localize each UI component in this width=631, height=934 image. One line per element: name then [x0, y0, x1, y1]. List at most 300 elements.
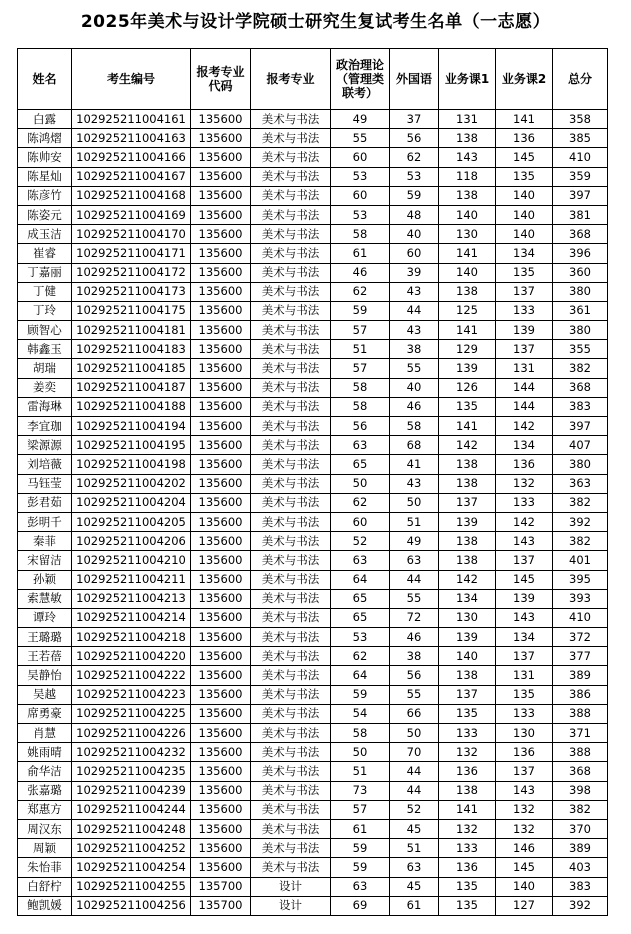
- cell-major-code: 135600: [191, 666, 251, 685]
- cell-name: 席勇豪: [18, 704, 72, 723]
- cell-subject-1: 141: [439, 800, 496, 819]
- cell-total: 397: [553, 417, 608, 436]
- cell-foreign-language: 40: [390, 225, 439, 244]
- cell-candidate-id: 102925211004232: [72, 743, 191, 762]
- cell-subject-1: 135: [439, 704, 496, 723]
- cell-subject-2: 135: [496, 167, 553, 186]
- cell-name: 彭君茹: [18, 493, 72, 512]
- cell-name: 白舒柠: [18, 877, 72, 896]
- cell-politics: 64: [331, 570, 390, 589]
- header-total: 总分: [553, 49, 608, 110]
- table-row: [18, 397, 608, 416]
- cell-politics: 59: [331, 685, 390, 704]
- cell-subject-1: 136: [439, 858, 496, 877]
- candidate-table: [17, 48, 608, 916]
- cell-total: 386: [553, 685, 608, 704]
- cell-politics: 69: [331, 896, 390, 915]
- cell-politics: 60: [331, 512, 390, 531]
- cell-major: 美术与书法: [251, 704, 331, 723]
- table-row: [18, 129, 608, 148]
- cell-total: 410: [553, 608, 608, 627]
- table-row: [18, 608, 608, 627]
- cell-candidate-id: 102925211004223: [72, 685, 191, 704]
- cell-politics: 49: [331, 110, 390, 129]
- cell-major: 美术与书法: [251, 186, 331, 205]
- header-major-code: 报考专业代码: [191, 49, 251, 110]
- cell-major: 美术与书法: [251, 781, 331, 800]
- cell-foreign-language: 38: [390, 647, 439, 666]
- cell-major: 美术与书法: [251, 685, 331, 704]
- table-row: [18, 800, 608, 819]
- cell-subject-2: 131: [496, 666, 553, 685]
- cell-candidate-id: 102925211004161: [72, 110, 191, 129]
- cell-name: 胡瑞: [18, 359, 72, 378]
- cell-major: 美术与书法: [251, 167, 331, 186]
- table-row: [18, 762, 608, 781]
- cell-subject-1: 126: [439, 378, 496, 397]
- cell-name: 索慧敏: [18, 589, 72, 608]
- cell-subject-1: 139: [439, 359, 496, 378]
- cell-major-code: 135600: [191, 244, 251, 263]
- cell-foreign-language: 51: [390, 839, 439, 858]
- table-row: [18, 628, 608, 647]
- table-row: [18, 512, 608, 531]
- cell-subject-2: 130: [496, 724, 553, 743]
- cell-total: 377: [553, 647, 608, 666]
- cell-subject-1: 138: [439, 666, 496, 685]
- cell-candidate-id: 102925211004175: [72, 301, 191, 320]
- table-row: [18, 647, 608, 666]
- cell-foreign-language: 61: [390, 896, 439, 915]
- cell-subject-2: 132: [496, 819, 553, 838]
- cell-foreign-language: 72: [390, 608, 439, 627]
- cell-name: 韩鑫玉: [18, 340, 72, 359]
- table-row: [18, 532, 608, 551]
- table-row: [18, 839, 608, 858]
- cell-candidate-id: 102925211004195: [72, 436, 191, 455]
- cell-politics: 51: [331, 762, 390, 781]
- table-row: [18, 340, 608, 359]
- cell-foreign-language: 43: [390, 321, 439, 340]
- cell-major-code: 135600: [191, 263, 251, 282]
- cell-candidate-id: 102925211004239: [72, 781, 191, 800]
- cell-major-code: 135600: [191, 225, 251, 244]
- cell-candidate-id: 102925211004172: [72, 263, 191, 282]
- cell-total: 403: [553, 858, 608, 877]
- cell-major: 美术与书法: [251, 474, 331, 493]
- cell-major: 美术与书法: [251, 551, 331, 570]
- cell-foreign-language: 46: [390, 397, 439, 416]
- cell-candidate-id: 102925211004225: [72, 704, 191, 723]
- cell-major-code: 135600: [191, 359, 251, 378]
- cell-subject-1: 137: [439, 685, 496, 704]
- cell-subject-1: 141: [439, 417, 496, 436]
- cell-subject-2: 131: [496, 359, 553, 378]
- cell-subject-1: 138: [439, 129, 496, 148]
- cell-subject-1: 133: [439, 839, 496, 858]
- cell-foreign-language: 40: [390, 378, 439, 397]
- cell-name: 陈帅安: [18, 148, 72, 167]
- cell-politics: 59: [331, 839, 390, 858]
- cell-candidate-id: 102925211004211: [72, 570, 191, 589]
- cell-candidate-id: 102925211004235: [72, 762, 191, 781]
- table-row: [18, 551, 608, 570]
- table-row: [18, 110, 608, 129]
- cell-major-code: 135700: [191, 896, 251, 915]
- cell-name: 陈姿元: [18, 205, 72, 224]
- cell-major: 美术与书法: [251, 436, 331, 455]
- table-row: [18, 589, 608, 608]
- cell-major: 美术与书法: [251, 589, 331, 608]
- cell-candidate-id: 102925211004214: [72, 608, 191, 627]
- cell-total: 358: [553, 110, 608, 129]
- cell-foreign-language: 49: [390, 532, 439, 551]
- cell-foreign-language: 43: [390, 282, 439, 301]
- cell-name: 李宜珈: [18, 417, 72, 436]
- cell-name: 陈鸿熠: [18, 129, 72, 148]
- table-row: [18, 436, 608, 455]
- cell-candidate-id: 102925211004185: [72, 359, 191, 378]
- cell-politics: 65: [331, 589, 390, 608]
- cell-major: 美术与书法: [251, 858, 331, 877]
- cell-foreign-language: 66: [390, 704, 439, 723]
- cell-major: 美术与书法: [251, 493, 331, 512]
- cell-subject-2: 134: [496, 436, 553, 455]
- cell-major-code: 135600: [191, 512, 251, 531]
- header-foreign-language: 外国语: [390, 49, 439, 110]
- cell-candidate-id: 102925211004256: [72, 896, 191, 915]
- cell-politics: 62: [331, 493, 390, 512]
- cell-subject-2: 133: [496, 493, 553, 512]
- cell-major: 设计: [251, 877, 331, 896]
- cell-major-code: 135600: [191, 205, 251, 224]
- cell-major: 美术与书法: [251, 839, 331, 858]
- cell-name: 成玉洁: [18, 225, 72, 244]
- cell-major: 美术与书法: [251, 647, 331, 666]
- cell-total: 382: [553, 493, 608, 512]
- cell-major-code: 135600: [191, 724, 251, 743]
- cell-name: 姜奕: [18, 378, 72, 397]
- cell-major: 美术与书法: [251, 378, 331, 397]
- cell-foreign-language: 56: [390, 129, 439, 148]
- cell-subject-1: 142: [439, 570, 496, 589]
- cell-name: 郑惠方: [18, 800, 72, 819]
- cell-subject-1: 118: [439, 167, 496, 186]
- cell-politics: 50: [331, 474, 390, 493]
- cell-foreign-language: 51: [390, 512, 439, 531]
- cell-subject-1: 141: [439, 244, 496, 263]
- cell-name: 陈星灿: [18, 167, 72, 186]
- cell-subject-1: 130: [439, 608, 496, 627]
- cell-major-code: 135600: [191, 167, 251, 186]
- cell-foreign-language: 60: [390, 244, 439, 263]
- cell-major: 美术与书法: [251, 743, 331, 762]
- table-row: [18, 743, 608, 762]
- cell-name: 刘培薇: [18, 455, 72, 474]
- cell-candidate-id: 102925211004222: [72, 666, 191, 685]
- cell-foreign-language: 39: [390, 263, 439, 282]
- cell-name: 朱怡菲: [18, 858, 72, 877]
- table-row: [18, 858, 608, 877]
- cell-subject-2: 134: [496, 628, 553, 647]
- cell-total: 389: [553, 666, 608, 685]
- table-row: [18, 685, 608, 704]
- cell-subject-1: 133: [439, 724, 496, 743]
- cell-major-code: 135600: [191, 570, 251, 589]
- cell-candidate-id: 102925211004254: [72, 858, 191, 877]
- cell-foreign-language: 44: [390, 762, 439, 781]
- cell-major-code: 135600: [191, 378, 251, 397]
- cell-candidate-id: 102925211004183: [72, 340, 191, 359]
- cell-subject-2: 146: [496, 839, 553, 858]
- cell-total: 385: [553, 129, 608, 148]
- cell-major: 美术与书法: [251, 800, 331, 819]
- cell-subject-2: 132: [496, 800, 553, 819]
- cell-name: 丁玲: [18, 301, 72, 320]
- cell-name: 谭玲: [18, 608, 72, 627]
- table-row: [18, 877, 608, 896]
- cell-major: 美术与书法: [251, 455, 331, 474]
- cell-total: 383: [553, 397, 608, 416]
- cell-foreign-language: 50: [390, 724, 439, 743]
- cell-candidate-id: 102925211004210: [72, 551, 191, 570]
- cell-name: 肖慧: [18, 724, 72, 743]
- cell-subject-1: 132: [439, 819, 496, 838]
- cell-major-code: 135600: [191, 436, 251, 455]
- cell-total: 370: [553, 819, 608, 838]
- cell-major-code: 135600: [191, 532, 251, 551]
- cell-candidate-id: 102925211004166: [72, 148, 191, 167]
- cell-candidate-id: 102925211004220: [72, 647, 191, 666]
- cell-name: 周颖: [18, 839, 72, 858]
- cell-major-code: 135600: [191, 685, 251, 704]
- cell-total: 382: [553, 800, 608, 819]
- cell-major-code: 135600: [191, 628, 251, 647]
- cell-name: 孙颖: [18, 570, 72, 589]
- cell-candidate-id: 102925211004205: [72, 512, 191, 531]
- cell-subject-2: 136: [496, 129, 553, 148]
- cell-foreign-language: 45: [390, 877, 439, 896]
- cell-subject-2: 135: [496, 685, 553, 704]
- header-name: 姓名: [18, 49, 72, 110]
- table-row: [18, 455, 608, 474]
- cell-subject-2: 141: [496, 110, 553, 129]
- cell-major: 美术与书法: [251, 359, 331, 378]
- cell-major: 美术与书法: [251, 263, 331, 282]
- cell-total: 382: [553, 532, 608, 551]
- cell-total: 389: [553, 839, 608, 858]
- cell-subject-2: 142: [496, 417, 553, 436]
- cell-foreign-language: 45: [390, 819, 439, 838]
- table-row: [18, 493, 608, 512]
- cell-subject-2: 140: [496, 225, 553, 244]
- table-row: [18, 321, 608, 340]
- cell-major: 美术与书法: [251, 340, 331, 359]
- cell-total: 363: [553, 474, 608, 493]
- table-row: [18, 896, 608, 915]
- cell-subject-1: 132: [439, 743, 496, 762]
- cell-foreign-language: 55: [390, 359, 439, 378]
- cell-politics: 50: [331, 743, 390, 762]
- cell-foreign-language: 44: [390, 781, 439, 800]
- cell-total: 380: [553, 321, 608, 340]
- cell-subject-2: 139: [496, 321, 553, 340]
- cell-subject-1: 138: [439, 282, 496, 301]
- cell-total: 382: [553, 359, 608, 378]
- cell-major: 美术与书法: [251, 129, 331, 148]
- cell-total: 410: [553, 148, 608, 167]
- cell-major: 美术与书法: [251, 666, 331, 685]
- cell-major: 美术与书法: [251, 244, 331, 263]
- cell-subject-1: 136: [439, 762, 496, 781]
- cell-total: 388: [553, 704, 608, 723]
- cell-major: 美术与书法: [251, 148, 331, 167]
- table-row: [18, 205, 608, 224]
- cell-total: 396: [553, 244, 608, 263]
- cell-candidate-id: 102925211004171: [72, 244, 191, 263]
- cell-major-code: 135600: [191, 493, 251, 512]
- cell-foreign-language: 44: [390, 301, 439, 320]
- table-row: [18, 704, 608, 723]
- cell-candidate-id: 102925211004173: [72, 282, 191, 301]
- cell-major-code: 135600: [191, 704, 251, 723]
- cell-total: 383: [553, 877, 608, 896]
- cell-name: 姚雨晴: [18, 743, 72, 762]
- cell-total: 401: [553, 551, 608, 570]
- cell-major-code: 135600: [191, 186, 251, 205]
- cell-politics: 65: [331, 455, 390, 474]
- cell-politics: 53: [331, 167, 390, 186]
- cell-name: 张嘉璐: [18, 781, 72, 800]
- cell-foreign-language: 55: [390, 685, 439, 704]
- cell-total: 368: [553, 378, 608, 397]
- cell-total: 398: [553, 781, 608, 800]
- cell-subject-2: 145: [496, 570, 553, 589]
- cell-politics: 59: [331, 858, 390, 877]
- cell-subject-1: 134: [439, 589, 496, 608]
- cell-major-code: 135600: [191, 762, 251, 781]
- header-major: 报考专业: [251, 49, 331, 110]
- cell-subject-2: 136: [496, 743, 553, 762]
- cell-foreign-language: 68: [390, 436, 439, 455]
- cell-major: 美术与书法: [251, 282, 331, 301]
- cell-foreign-language: 52: [390, 800, 439, 819]
- cell-politics: 53: [331, 205, 390, 224]
- cell-politics: 60: [331, 148, 390, 167]
- cell-subject-2: 137: [496, 340, 553, 359]
- header-politics: 政治理论（管理类联考）: [331, 49, 390, 110]
- cell-major: 美术与书法: [251, 532, 331, 551]
- cell-subject-2: 135: [496, 263, 553, 282]
- cell-name: 俞华洁: [18, 762, 72, 781]
- cell-candidate-id: 102925211004218: [72, 628, 191, 647]
- cell-subject-1: 141: [439, 321, 496, 340]
- cell-major: 美术与书法: [251, 397, 331, 416]
- cell-major-code: 135600: [191, 148, 251, 167]
- cell-subject-2: 142: [496, 512, 553, 531]
- cell-foreign-language: 50: [390, 493, 439, 512]
- header-row: [18, 49, 608, 110]
- cell-candidate-id: 102925211004163: [72, 129, 191, 148]
- cell-subject-1: 138: [439, 532, 496, 551]
- cell-name: 陈彦竹: [18, 186, 72, 205]
- cell-politics: 60: [331, 186, 390, 205]
- cell-major-code: 135700: [191, 877, 251, 896]
- cell-major: 设计: [251, 896, 331, 915]
- cell-subject-1: 138: [439, 474, 496, 493]
- cell-candidate-id: 102925211004244: [72, 800, 191, 819]
- cell-major-code: 135600: [191, 455, 251, 474]
- cell-major-code: 135600: [191, 110, 251, 129]
- document-title: 2025年美术与设计学院硕士研究生复试考生名单（一志愿）: [80, 12, 551, 32]
- cell-politics: 63: [331, 877, 390, 896]
- table-row: [18, 359, 608, 378]
- cell-foreign-language: 53: [390, 167, 439, 186]
- cell-politics: 62: [331, 647, 390, 666]
- table-row: [18, 819, 608, 838]
- cell-major: 美术与书法: [251, 762, 331, 781]
- table-row: [18, 378, 608, 397]
- cell-total: 392: [553, 512, 608, 531]
- cell-total: 395: [553, 570, 608, 589]
- cell-candidate-id: 102925211004255: [72, 877, 191, 896]
- cell-subject-1: 138: [439, 551, 496, 570]
- cell-candidate-id: 102925211004167: [72, 167, 191, 186]
- cell-politics: 51: [331, 340, 390, 359]
- cell-politics: 61: [331, 819, 390, 838]
- cell-foreign-language: 48: [390, 205, 439, 224]
- cell-major-code: 135600: [191, 858, 251, 877]
- cell-foreign-language: 59: [390, 186, 439, 205]
- cell-major: 美术与书法: [251, 819, 331, 838]
- cell-subject-2: 140: [496, 205, 553, 224]
- cell-subject-1: 138: [439, 186, 496, 205]
- cell-politics: 57: [331, 359, 390, 378]
- cell-politics: 58: [331, 397, 390, 416]
- cell-name: 彭明千: [18, 512, 72, 531]
- cell-total: 372: [553, 628, 608, 647]
- cell-name: 白露: [18, 110, 72, 129]
- cell-major-code: 135600: [191, 589, 251, 608]
- cell-politics: 56: [331, 417, 390, 436]
- cell-candidate-id: 102925211004202: [72, 474, 191, 493]
- cell-name: 吴静怡: [18, 666, 72, 685]
- cell-major-code: 135600: [191, 417, 251, 436]
- cell-subject-1: 135: [439, 877, 496, 896]
- cell-foreign-language: 41: [390, 455, 439, 474]
- cell-subject-2: 145: [496, 858, 553, 877]
- cell-major: 美术与书法: [251, 225, 331, 244]
- cell-foreign-language: 62: [390, 148, 439, 167]
- cell-candidate-id: 102925211004187: [72, 378, 191, 397]
- cell-major-code: 135600: [191, 340, 251, 359]
- cell-major-code: 135600: [191, 129, 251, 148]
- cell-total: 371: [553, 724, 608, 743]
- cell-name: 崔睿: [18, 244, 72, 263]
- cell-name: 宋留洁: [18, 551, 72, 570]
- cell-major: 美术与书法: [251, 570, 331, 589]
- cell-subject-1: 140: [439, 205, 496, 224]
- cell-total: 393: [553, 589, 608, 608]
- cell-candidate-id: 102925211004169: [72, 205, 191, 224]
- cell-major-code: 135600: [191, 743, 251, 762]
- cell-total: 359: [553, 167, 608, 186]
- cell-politics: 65: [331, 608, 390, 627]
- cell-major-code: 135600: [191, 474, 251, 493]
- cell-major-code: 135600: [191, 397, 251, 416]
- table-row: [18, 263, 608, 282]
- cell-total: 361: [553, 301, 608, 320]
